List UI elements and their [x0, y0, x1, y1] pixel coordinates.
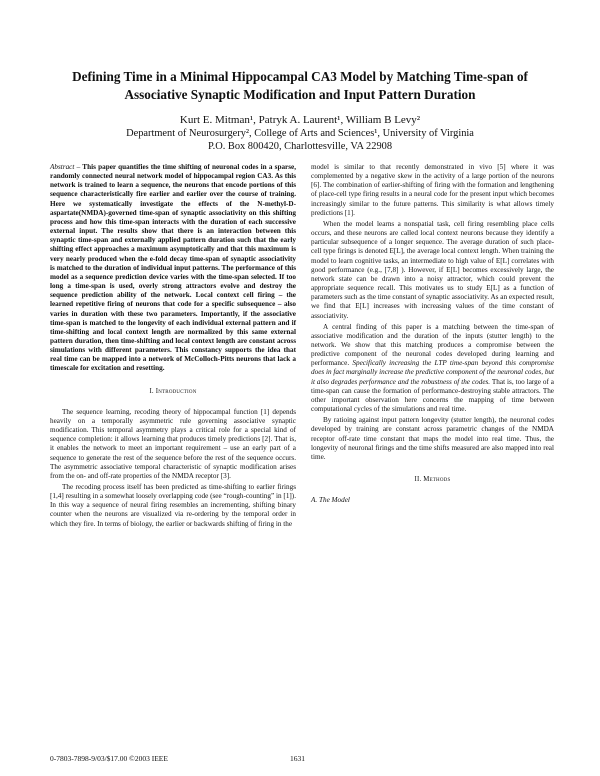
section-heading-introduction: [50, 387, 296, 396]
section-1-number: I.: [149, 387, 154, 395]
page-number: 1631: [290, 754, 305, 763]
subsection-heading-model: A. The Model: [311, 496, 350, 505]
left-column: [50, 163, 296, 529]
intro-paragraph-2: The recoding process itself has been predicted as time-shifting to earlier firings [1,4] resulting in a somewhat loosely overlapping code (see “rough-counting” in [1]). In this way a sequence of neural firing resembles an incrementing, shifting binary counter when the neurons are visualized via re-ordering by the temporal order in which they fire. In terms of biology, the earlier or backwards shifting of firing in the: [50, 483, 296, 528]
intro-paragraph-5-italic: Specifically increasing the LTP time-span beyond this compromise does in fact marginally increase the predictive component of the neuronal codes, but it also degrades performance and the robustness of the codes.: [311, 359, 555, 386]
intro-paragraph-5-end: That is, too large of a time-span can cause the formation of performance-destroying stable attractors. The other important observation here concerns the mapping of time between computational cycles of the simulations and real time.: [311, 377, 554, 414]
paper-title: [40, 68, 560, 104]
right-column: [311, 163, 554, 505]
title-line-1: Defining Time in a Minimal Hippocampal CA3 Model by Matching Time-span of: [72, 69, 528, 84]
footer-copyright: 0-7803-7898-9/03/$17.00 ©2003 IEEE: [50, 754, 168, 763]
intro-paragraph-5: [311, 323, 554, 415]
intro-paragraph-1: The sequence learning, recoding theory of hippocampal function [1] depends heavily on a temporally asymmetric rule governing associative synaptic modification. This temporal asymmetry plays a critical role for a special kind of sequence completion: it allows learning that produces timely predictions [2]. That is, it enables the network to meet an important requirement – use an early part of a sequence to generate the rest of the sequence before the rest of the sequence occurs. The asymmetric associative temporal characteristic of synaptic modification arises from the on- and off-rate properties of the NMDA receptor [3].: [50, 407, 296, 480]
author-names: Kurt E. Mitman¹, Patryk A. Laurent¹, William B Levy²: [179, 114, 421, 126]
author-block: [40, 114, 560, 153]
section-1-title: Introduction: [155, 387, 197, 395]
intro-paragraph-3: model is similar to that recently demonstrated in vivo [5] where it was complemented by a negative skew in the activity of a large portion of the neurons [6]. The combination of earlier-shifting of firing with the formation and lengthening of place-cell type firing results in a neural code for the present input which becomes increasingly similar to the future patterns. This similarity is what allows timely predictions [1].: [311, 163, 554, 217]
abstract: [50, 163, 296, 374]
title-line-2: Associative Synaptic Modification and Input Pattern Duration: [124, 87, 476, 102]
section-heading-methods: [311, 475, 554, 484]
section-2-number: II.: [414, 476, 422, 483]
author-address: P.O. Box 800420, Charlottesville, VA 22908: [207, 141, 393, 152]
intro-paragraph-5-start: A central finding of this paper is a matching between the time-span of associative modification and the duration of the inputs (stutter length) to the network. We show that this matching produces a compromise between the predictive component of the neuronal codes developed during learning and performance.: [311, 322, 554, 368]
author-affiliation: Department of Neurosurgery², College of Arts and Sciences¹, University of Virginia: [126, 128, 474, 139]
abstract-label: Abstract –: [50, 163, 81, 171]
intro-paragraph-6: By ratioing against input pattern longevity (stutter length), the neuronal codes developed by training are constant across parametric changes of the NMDA receptor off-rate time constant that maps the model into real time. Thus, the longevity of neuronal firings and the time shifts measured are also mapped into real time.: [311, 416, 554, 461]
section-2-title: Methods: [423, 476, 451, 483]
intro-paragraph-4: When the model learns a nonspatial task, cell firing resembling place cells occurs, and these neurons are called local context neurons because they identify a particular subsequence of a longer sequence. The average duration of such place-cell type firings is denoted E[L], the average local context length. When training the model to learn cognitive tasks, an intermediate to high value of E[L] correlates with good performance (e.g., [7,8] ). However, if E[L] becomes excessively large, the network state can be drawn into a noisy attractor, which could prevent the appropriate sequence recall. This motivates us to study E[L] as a function of parameters such as the time constant of synaptic associativity. As an expected result, we find that E[L] increases with increasing values of the time constant of associativity.: [311, 219, 554, 320]
abstract-text: This paper quantifies the time shifting of neuronal codes in a sparse, randomly connected neural network model of hippocampal region CA3. As this network is trained to learn a sequence, the neurons that encode portions of this sequence characteristically fire earlier and earlier over the course of training. Here we systematically investigate the effects of the N-methyl-D-aspartate(NMDA)-governed time-span of synaptic associativity on this shifting process and how this time-span interacts with the duration of each successive external input. The results show that there is an interaction between this synaptic time-span and externally applied pattern duration such that the early shifting effect approaches a maximum asymptotically and that this maximum is very nearly produced when the e-fold decay time-span of synaptic associativity is matched to the duration of individual input patterns. The performance of this model as a sequence prediction device varies with the time-span selected. If too long a time-span is used, overly strong attractors evolve and destroy the sequence prediction ability of the network. Local context cell firing – the learned repetitive firing of neurons that code for a specific subsequence – also varies in duration with these two parameters. Importantly, if the associative time-span is matched to the longevity of each individual external pattern and if time-shifting and local context length are normalized by this same external pattern duration, then time-shifting and local context length are constant across simulations with different parameters. This constancy supports the idea that real time can be mapped into a network of McColloch-Pitts neurons that lack a timescale for excitation and resetting.: [50, 163, 297, 373]
